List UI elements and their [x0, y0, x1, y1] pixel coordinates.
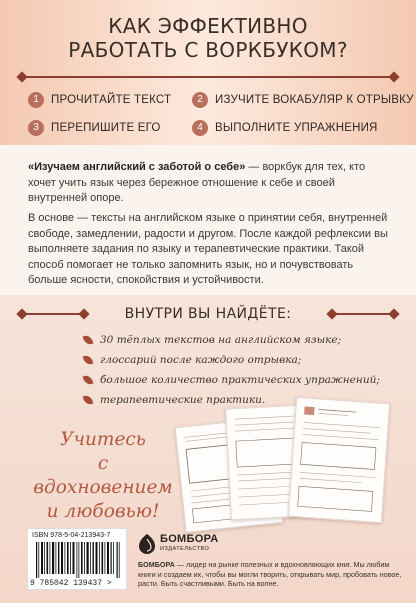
intro-text: — воркбук для тех, кто хочет учить язык через бережное отношение к себе и своей внутренней опоре. — [28, 161, 366, 204]
inside-title: ВНУТРИ ВЫ НАЙДЁТЕ: — [124, 306, 292, 322]
bombora-logo-icon — [138, 534, 156, 554]
list-item: большое количество практических упражнений; — [100, 370, 400, 390]
workbook-page-right — [288, 397, 390, 523]
barcode-icon — [36, 542, 120, 578]
publisher-text: — лидер на рынке полезных и вдохновляющих книг. Мы любим книги и создаем их, чтобы вы могли творить, открывать мир, пробовать новое, расти. Быть счастливыми. Быть на волне. — [138, 560, 402, 589]
intro-paragraph — [28, 160, 392, 207]
step-text: ВЫПОЛНИТЕ УПРАЖНЕНИЯ — [215, 122, 378, 134]
step-number-badge: 4 — [192, 120, 208, 136]
isbn-barcode — [27, 528, 127, 590]
book-title-quote: «Изучаем английский с заботой о себе» — [28, 161, 246, 173]
inside-list — [100, 330, 400, 410]
step-4 — [192, 120, 378, 136]
publisher-logo — [138, 533, 218, 555]
diamond-icon — [16, 71, 27, 82]
title-line-2: РАБОТАТЬ С ВОРКБУКОМ? — [68, 38, 348, 62]
logo-subtitle: ИЗДАТЕЛЬСТВО — [160, 546, 210, 552]
workbook-pages-illustration — [180, 400, 390, 530]
diamond-icon — [388, 71, 399, 82]
step-text: ИЗУЧИТЕ ВОКАБУЛЯР К ОТРЫВКУ — [215, 94, 414, 106]
diamond-icon — [388, 308, 399, 319]
slogan: Учитесь с вдохновением и любовью! — [33, 429, 173, 522]
logo-name: БОМБОРА — [160, 533, 219, 545]
step-number-badge: 1 — [28, 92, 44, 108]
page-title — [0, 14, 416, 62]
isbn-label: ISBN 978-5-04-213943-7 — [32, 532, 111, 539]
top-divider — [16, 73, 400, 81]
list-item: терапевтические практики. — [100, 390, 400, 410]
list-item: глоссарий после каждого отрывка; — [100, 350, 400, 370]
step-number-badge: 3 — [28, 120, 44, 136]
publisher-blurb — [138, 560, 403, 589]
step-1 — [28, 92, 171, 108]
publisher-name: БОМБОРА — [138, 560, 175, 569]
step-number-badge: 2 — [192, 92, 208, 108]
inside-divider-right — [326, 310, 400, 318]
step-2 — [192, 92, 414, 108]
title-line-1: КАК ЭФФЕКТИВНО — [108, 14, 308, 38]
list-item: 30 тёплых текстов на английском языке; — [100, 330, 400, 350]
step-text: ПЕРЕПИШИТЕ ЕГО — [51, 122, 161, 134]
barcode-digits: 9 785042 139437 > — [30, 579, 112, 588]
diamond-icon — [326, 308, 337, 319]
body-paragraph: В основе — тексты на английском языке о принятии себя, внутренней свободе, замедлении, радости и другом. После каждой рефлексии вы выполняете задания по языку и терапевтические практики. Такой способ помогает не только запомнить язык, но и почувствовать больше ясности, спокойствия и устойчивости. — [28, 212, 388, 286]
step-3 — [28, 120, 161, 136]
step-text: ПРОЧИТАЙТЕ ТЕКСТ — [51, 94, 172, 106]
